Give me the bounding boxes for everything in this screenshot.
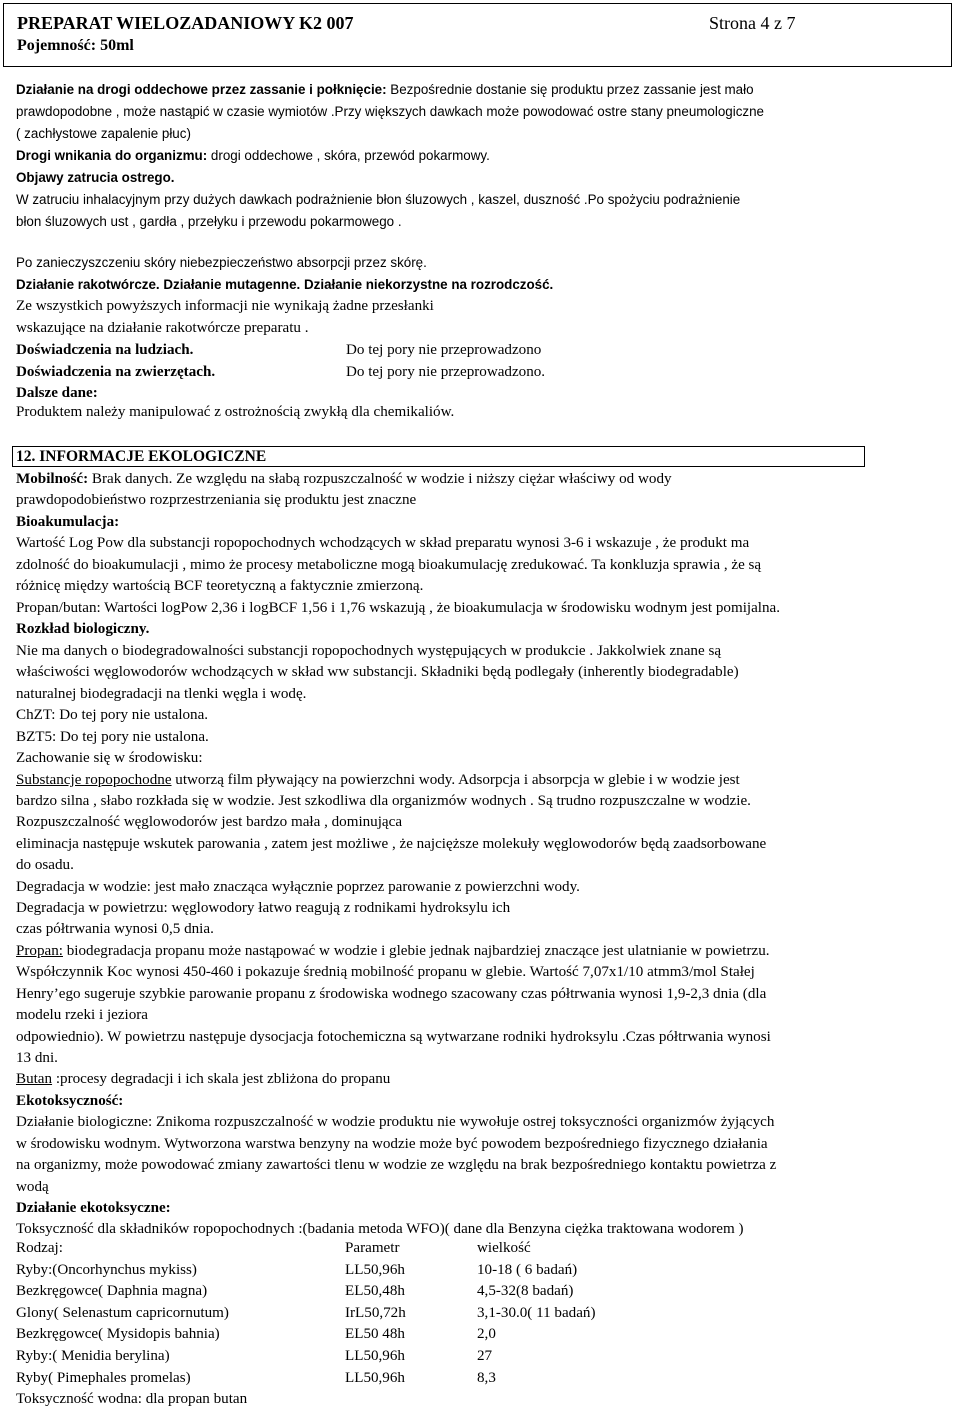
ecotox-label: Ekotoksyczność: [16,1093,124,1109]
text-line: naturalnej biodegradacji na tlenki węgla i wodę. [16,686,307,702]
tox-heading: Działanie rakotwórcze. Działanie mutagenne. Działanie niekorzystne na rozrodczość. [16,277,554,292]
text-line: Wartość Log Pow dla substancji ropopochodnych wchodzących w skład preparatu wynosi 3-6 i wskazuje , że produkt ma [16,535,750,551]
bio-label: Bioakumulacja: [16,514,120,530]
text-line: Henry’ego sugeruje szybkie parowanie propanu z środowiska wodnego szacowany czas półtrwania wynosi 1,9-2,3 dnia (dla [16,986,767,1002]
text-line [16,1069,960,1091]
table-cell: 10-18 ( 6 badań) [477,1261,578,1278]
text-line: wskazujące na działanie rakotwórcze preparatu . [16,320,309,336]
table-cell: Glony( Selenastum capricornutum) [16,1304,229,1321]
table-header-cell: Rodzaj: [16,1240,63,1256]
text-line: BZT5: Do tej pory nie ustalona. [16,729,209,745]
table-cell: Bezkręgowce( Mysidopis bahnia) [16,1326,220,1343]
text-line: prawdopodobieństwo rozprzestrzeniania się produktu jest znaczne [16,492,417,508]
further-label: Dalsze dane: [16,385,98,401]
tox-text: Bezpośrednie dostanie się produktu przez zassanie jest mało [386,82,754,97]
experience-row [16,362,960,384]
table-cell: 4,5-32(8 badań) [477,1283,574,1300]
tox-text: drogi oddechowe , skóra, przewód pokarmowy. [207,148,490,163]
text-line: czas półtrwania wynosi 0,5 dnia. [16,921,214,937]
text-line: Degradacja w powietrzu: węglowodory łatwo reagują z rodnikami hydroksylu ich [16,900,511,916]
text-line: różnicę między wartością BCF teoretyczną a faktycznie zmierzoną. [16,578,424,594]
table-header-cell: wielkość [477,1240,531,1256]
table-cell: LL50,96h [345,1347,405,1364]
table-cell: Ryby:( Menidia berylina) [16,1347,170,1364]
experience-row [16,340,960,362]
table-cell: Ryby:(Oncorhynchus mykiss) [16,1261,197,1278]
section-title: 12. INFORMACJE EKOLOGICZNE [16,448,267,465]
text-line: Degradacja w wodzie: jest mało znacząca wyłącznie poprzez parowanie z powierzchni wody. [16,879,580,895]
text-line [16,941,960,963]
ecotox-effects-label: Działanie ekotoksyczne: [16,1200,171,1216]
text-line: bardzo silna , słabo rozkłada się w wodzie. Jest szkodliwa dla organizmów wodnych . Są trudno rozpuszczalne w wodzie. [16,793,751,809]
text-line: Nie ma danych o biodegradowalności substancji ropopochodnych występujących w produkcie . Jakkolwiek znane są [16,643,722,659]
table-row [14,1281,679,1303]
text-span: :procesy degradacji i ich skala jest zbliżona do propanu [52,1071,391,1087]
animal-value: Do tej pory nie przeprowadzono. [346,364,546,380]
table-row [14,1303,679,1325]
text-line: 13 dni. [16,1050,58,1066]
underlined-term: Substancje ropopochodne [16,772,172,788]
text-line: Ze wszystkich powyższych informacji nie wynikają żadne przesłanki [16,298,434,314]
text-line: wodą [16,1179,49,1195]
text-line: Działanie biologiczne: Znikoma rozpuszczalność w wodzie produktu nie wywołuje ostrej toksyczności organizmów żyjących [16,1114,775,1130]
text-line: modelu rzeki i jeziora [16,1007,149,1023]
table-header-cell: Parametr [345,1240,400,1256]
text-line: ChZT: Do tej pory nie ustalona. [16,707,209,723]
tox-heading: Objawy zatrucia ostrego. [16,170,175,185]
animal-label: Doświadczenia na zwierzętach. [16,364,216,380]
product-title: PREPARAT WIELOZADANIOWY K2 007 [17,13,354,33]
table-cell: LL50,96h [345,1261,405,1278]
table-cell: EL50,48h [345,1283,405,1300]
table-row [14,1260,679,1282]
tox-line: prawdopodobne , może nastąpić w czasie wymiotów .Przy większych dawkach może powodować ostre stany pneumologiczne [16,104,765,119]
table-footer-row [14,1389,679,1411]
table-cell: 3,1-30.0( 11 badań) [477,1304,596,1321]
text-line: Produktem należy manipulować z ostrożnością zwykłą dla chemikaliów. [16,404,455,420]
tox-line: W zatruciu inhalacyjnym przy dużych dawkach podrażnienie błon śluzowych , kaszel, duszność .Po spożyciu podrażnienie [16,192,741,207]
tox-label: Drogi wnikania do organizmu: [16,148,208,163]
text-line: Zachowanie się w środowisku: [16,750,203,766]
tox-line: błon śluzowych ust , gardła , przełyku i przewodu pokarmowego . [16,214,402,229]
text-line: Toksyczność dla składników ropopochodnych :(badania metoda WFO)( dane dla Benzyna ciężka traktowana wodorem ) [16,1221,744,1237]
table-cell: 2,0 [477,1326,496,1343]
table-row [14,1324,679,1346]
header-box [3,3,952,67]
text-line [16,770,960,792]
human-value: Do tej pory nie przeprowadzono [346,342,542,358]
text-line: Współczynnik Koc wynosi 450-460 i pokazuje średnią mobilność propanu w glebie. Wartość 7,07x1/10 atmm3/mol Stałej [16,964,755,980]
text-line [16,469,960,491]
table-cell: 27 [477,1347,493,1364]
text-span: utworzą film pływający na powierzchni wody. Adsorpcja i absorpcja w glebie i w wodzie jest [171,772,740,788]
table-cell: LL50,96h [345,1369,405,1386]
text-line: w środowisku wodnym. Wytworzona warstwa benzyny na wodzie może być powodem bezpośredniego fizycznego działania [16,1136,768,1152]
underlined-term: Propan: [16,943,63,959]
tox-line [16,145,956,167]
text-line: Rozpuszczalność węglowodorów jest bardzo mała , dominująca [16,814,403,830]
text-line: eliminacja następuje wskutek parowania , zatem jest możliwe , że najcięższe molekuły węglowodorów będą zaadsorbowane [16,836,767,852]
table-cell: EL50 48h [345,1326,405,1343]
table-cell: 8,3 [477,1369,496,1386]
table-row [14,1368,679,1390]
text-line: Propan/butan: Wartości logPow 2,36 i logBCF 1,56 i 1,76 wskazują , że bioakumulacja w środowisku wodnym jest pomijalna. [16,600,781,616]
table-footer-cell: Toksyczność wodna: dla propan butan [16,1391,248,1408]
text-span: biodegradacja propanu może nastąpować w wodzie i glebie jednak najbardziej znaczące jest ulatnianie w powietrzu. [62,943,770,959]
table-cell: Ryby( Pimephales promelas) [16,1369,191,1386]
table-row [14,1346,679,1368]
table-header-row [14,1238,679,1260]
text-span: Brak danych. Ze względu na słabą rozpuszczalność w wodzie i niższy ciężar właściwy od wody [88,471,672,487]
table-cell: Bezkręgowce( Daphnia magna) [16,1283,208,1300]
page-number: Strona 4 z 7 [709,13,796,33]
human-label: Doświadczenia na ludziach. [16,342,194,358]
text-line: zdolność do bioakumulacji , mimo że procesy metaboliczne mogą bioakumulację zredukować. Ta konkluzja sprawia , że są [16,557,762,573]
text-line: na organizmy, może powodować zmiany zawartości tlenu w wodzie ze względu na brak bezpośredniego kontaktu powietrza z [16,1157,777,1173]
tox-line [16,79,956,101]
text-line: do osadu. [16,857,74,873]
tox-line: Po zanieczyszczeniu skóry niebezpieczeństwo absorpcji przez skórę. [16,255,427,270]
toxicity-table [14,1238,679,1411]
table-cell: IrL50,72h [345,1304,406,1321]
mobility-label: Mobilność: [16,471,89,487]
product-capacity: Pojemność: 50ml [17,37,134,54]
text-line: właściwości węglowodorów wchodzących w skład ww substancji. Składniki będą podlegały (inherently biodegradable) [16,664,739,680]
tox-line: ( zachłystowe zapalenie płuc) [16,126,191,141]
underlined-term: Butan [16,1071,53,1087]
degradation-label: Rozkład biologiczny. [16,621,150,637]
tox-label: Działanie na drogi oddechowe przez zassanie i połknięcie: [16,82,387,97]
text-line: odpowiednio). W powietrzu następuje dysocjacja fotochemiczna są wytwarzane rodniki hydroksylu .Czas półtrwania wynosi [16,1029,771,1045]
